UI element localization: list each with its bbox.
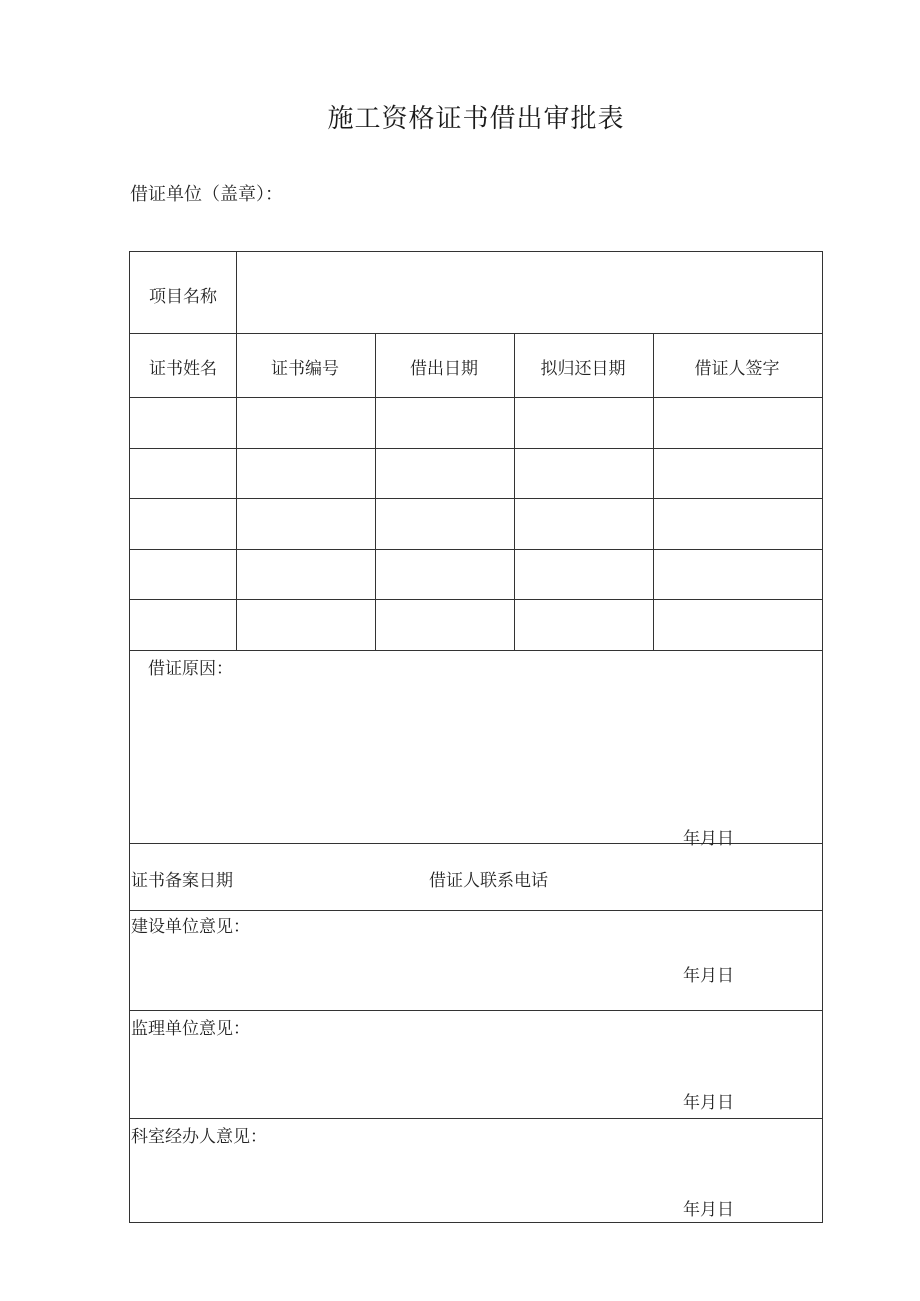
row-divider <box>130 498 822 499</box>
column-header-borrower-signature: 借证人签字 <box>694 359 780 379</box>
column-header-cert-name: 证书姓名 <box>149 359 217 379</box>
row-divider <box>130 1118 822 1119</box>
construction-opinion-label: 建设单位意见： <box>131 917 250 937</box>
column-divider <box>514 333 515 650</box>
column-header-cert-number: 证书编号 <box>271 359 339 379</box>
column-divider <box>653 333 654 650</box>
approval-form-table <box>129 251 823 1223</box>
borrow-reason-label: 借证原因： <box>148 659 233 679</box>
row-divider <box>130 549 822 550</box>
supervision-opinion-label: 监理单位意见： <box>131 1019 250 1039</box>
row-divider <box>130 397 822 398</box>
construction-opinion-date: 年月日 <box>683 966 734 986</box>
office-opinion-label: 科室经办人意见： <box>131 1127 267 1147</box>
row-divider <box>130 910 822 911</box>
borrow-unit-label: 借证单位（盖章）： <box>130 184 283 205</box>
contact-phone-label: 借证人联系电话 <box>429 871 548 891</box>
column-header-return-date: 拟归还日期 <box>540 359 626 379</box>
column-divider <box>375 333 376 650</box>
row-divider <box>130 448 822 449</box>
row-divider <box>130 1010 822 1011</box>
filing-date-label: 证书备案日期 <box>131 871 233 891</box>
project-name-field[interactable] <box>237 252 822 333</box>
project-name-label: 项目名称 <box>149 287 217 307</box>
supervision-opinion-date: 年月日 <box>683 1093 734 1113</box>
form-title: 施工资格证书借出审批表 <box>327 104 625 134</box>
row-divider <box>130 650 822 651</box>
row-divider <box>130 599 822 600</box>
row-divider <box>130 333 822 334</box>
office-opinion-date: 年月日 <box>683 1200 734 1220</box>
reason-date-label: 年月日 <box>683 829 734 849</box>
column-header-lend-date: 借出日期 <box>410 359 478 379</box>
